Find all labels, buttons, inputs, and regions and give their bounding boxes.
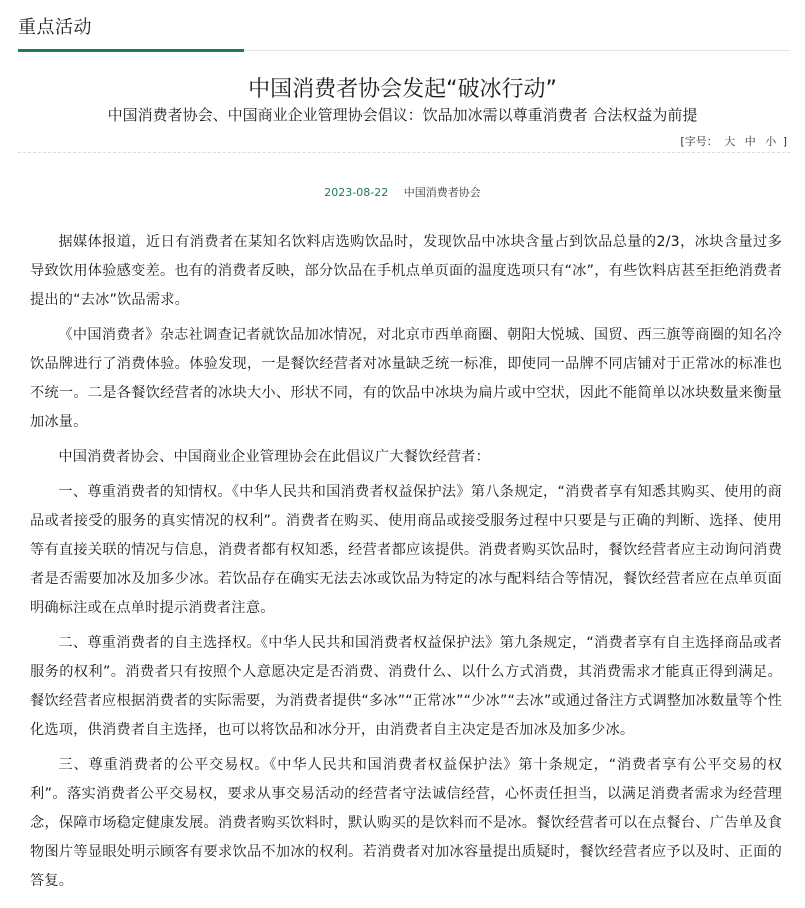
paragraph: 《中国消费者》杂志社调查记者就饮品加冰情况，对北京市西单商圈、朝阳大悦城、国贸、西三旗等商圈的知名冷饮品牌进行了消费体验。体验发现，一是餐饮经营者对冰量缺乏统一标准，即使同一品牌不同店铺对于正常冰的标准也不统一。二是各餐饮经营者的冰块大小、形状不同，有的饮品中冰块为扁片或中空状，因此不能简单以冰块数量来衡量加冰量。 bbox=[30, 327, 782, 430]
font-size-suffix: ] bbox=[782, 135, 787, 148]
section-title: 重点活动 bbox=[18, 17, 92, 38]
font-size-prefix: [字号： bbox=[680, 135, 718, 148]
font-size-medium-link[interactable]: 中 bbox=[744, 135, 756, 148]
paragraph: 据媒体报道，近日有消费者在某知名饮料店选购饮品时，发现饮品中冰块含量占到饮品总量的2/3，冰块含量过多导致饮用体验感变差。也有的消费者反映，部分饮品在手机点单页面的温度选项只有“冰”，有些饮料店甚至拒绝消费者提出的“去冰”饮品需求。 bbox=[30, 234, 782, 308]
paragraph: 二、尊重消费者的自主选择权。《中华人民共和国消费者权益保护法》第九条规定，“消费者享有自主选择商品或者服务的权利”。消费者只有按照个人意愿决定是否消费、消费什么、以什么方式消费，其消费需求才能真正得到满足。餐饮经营者应根据消费者的实际需要，为消费者提供“多冰”“正常冰”“少冰”“去冰”或通过备注方式调整加冰数量等个性化选项，供消费者自主选择，也可以将饮品和冰分开，由消费者自主决定是否加冰及加多少冰。 bbox=[30, 635, 782, 738]
article-subtitle: 中国消费者协会、中国商业企业管理协会倡议：饮品加冰需以尊重消费者 合法权益为前提 bbox=[107, 106, 698, 124]
font-size-small-link[interactable]: 小 bbox=[765, 135, 777, 148]
article-source: 中国消费者协会 bbox=[403, 186, 481, 199]
paragraph: 一、尊重消费者的知情权。《中华人民共和国消费者权益保护法》第八条规定，“消费者享有知悉其购买、使用的商品或者接受的服务的真实情况的权利”。消费者在购买、使用商品或接受服务过程中只要是与正确的判断、选择、使用等有直接关联的情况与信息，消费者都有权知悉，经营者都应该提供。消费者购买饮品时，餐饮经营者应主动询问消费者是否需要加冰及加多少冰。若饮品存在确实无法去冰或饮品为特定的冰与配料结合等情况，餐饮经营者应在点单页面明确标注或在点单时提示消费者注意。 bbox=[30, 484, 782, 616]
publish-date: 2023-08-22 bbox=[324, 186, 389, 199]
section-underline bbox=[18, 49, 244, 52]
font-size-selector bbox=[680, 133, 787, 149]
section-header bbox=[18, 0, 790, 51]
paragraph: 中国消费者协会、中国商业企业管理协会在此倡议广大餐饮经营者： bbox=[58, 449, 491, 465]
font-size-large-link[interactable]: 大 bbox=[724, 135, 736, 148]
paragraph: 三、尊重消费者的公平交易权。《中华人民共和国消费者权益保护法》第十条规定，“消费者享有公平交易的权利”。落实消费者公平交易权，要求从事交易活动的经营者守法诚信经营，心怀责任担当，以满足消费者需求为经营理念，保障市场稳定健康发展。消费者购买饮料时，默认购买的是饮料而不是冰。餐饮经营者可以在点餐台、广告单及食物图片等显眼处明示顾客有要求饮品不加冰的权利。若消费者对加冰容量提出质疑时，餐饮经营者应予以及时、正面的答复。 bbox=[30, 757, 782, 889]
article-body bbox=[30, 228, 782, 902]
header-divider bbox=[18, 152, 790, 153]
article-meta bbox=[0, 184, 805, 200]
article-title: 中国消费者协会发起“破冰行动” bbox=[248, 77, 557, 102]
